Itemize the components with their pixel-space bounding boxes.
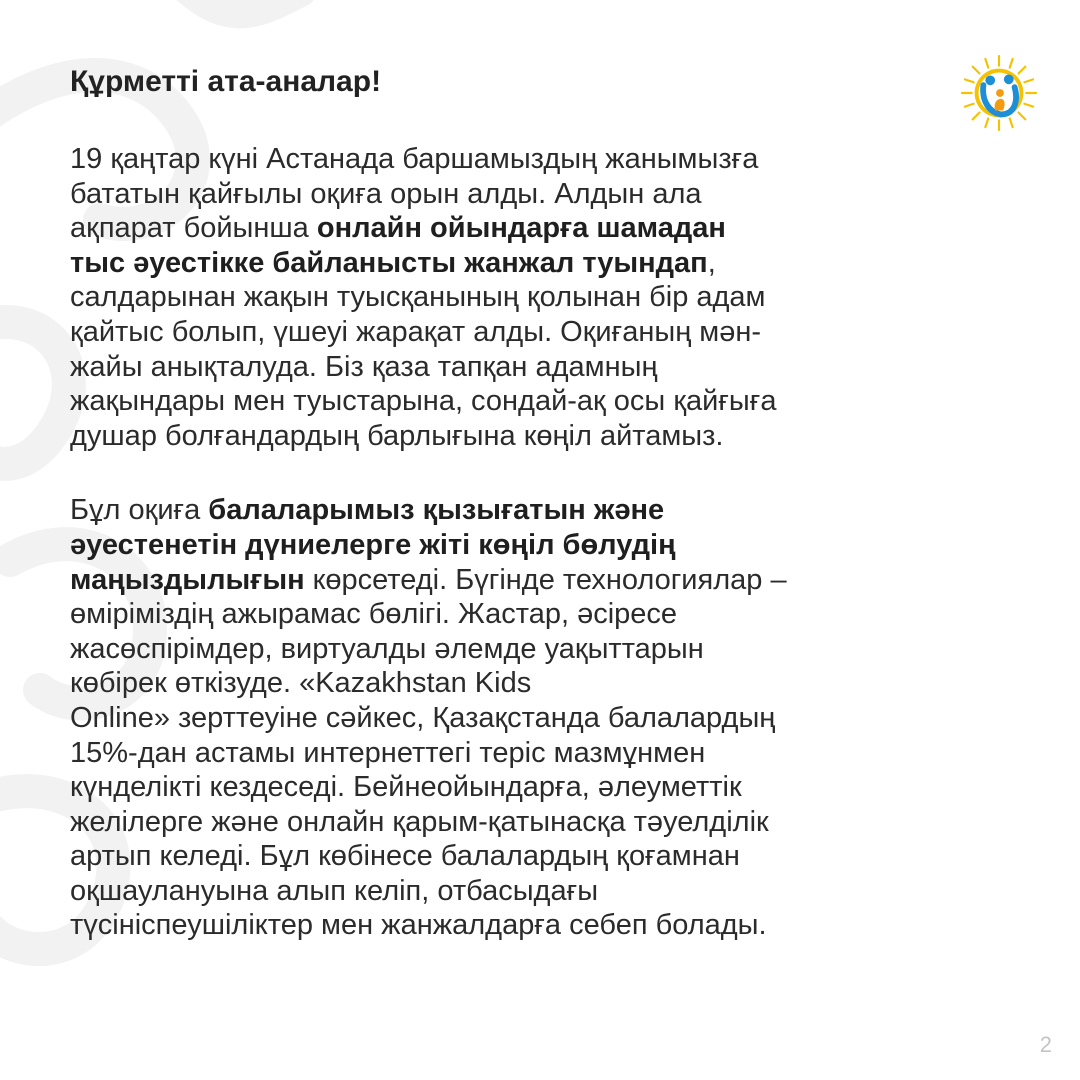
page-number: 2 [1039, 1032, 1052, 1057]
page-heading: Құрметті ата-аналар! [70, 65, 382, 98]
paragraph-incident-text-1: 19 қаңтар күні Астанада баршамыздың жанымызға бататын қайғылы оқиға орын алды. Алдын ала ақпарат бойынша [70, 143, 759, 245]
post-content [70, 62, 1020, 983]
paragraph-importance [70, 493, 1020, 943]
paragraph-incident [70, 142, 1020, 453]
paragraph-incident-text-2: , салдарынан жақын туысқанының қолынан бір адам қайтыс болып, үшеуі жарақат алды. Оқиғаның мән- жайы анықталуда. Біз қаза тапқан адамның жақындары мен туыстарына, сондай-ақ осы қайғыға душар болғандардың барлығына көңіл айтамыз. [70, 246, 777, 452]
paragraph-importance-text-2: көрсетеді. Бүгінде технологиялар – өміріміздің ажырамас бөлігі. Жастар, әсіресе жасөспірімдер, виртуалды әлемде уақыттарын көбірек өткізуде. «Kazakhstan Kids Online» зерттеуіне сәйкес, Қазақстанда балалардың 15%-дан астамы интернеттегі теріс мазмұнмен күнделікті кездеседі. Бейнеойындарға, әлеуметтік желілерге және онлайн қарым-қатынасқа тәуелділік артып келеді. Бұл көбінесе балалардың қоғамнан оқшаулануына алып келіп, отбасыдағы түсініспеушіліктер мен жанжалдарға себеп болады. [70, 563, 787, 942]
paragraph-importance-text-1: Бұл оқиға [70, 494, 209, 527]
paragraph-incident-bold: онлайн ойындарға шамадан тыс әуестікке байланысты жанжал туындап [70, 212, 726, 279]
paragraph-importance-bold: балаларымыз қызығатын және әуестенетін дүниелерге жіті көңіл бөлудің маңыздылығын [70, 494, 676, 596]
